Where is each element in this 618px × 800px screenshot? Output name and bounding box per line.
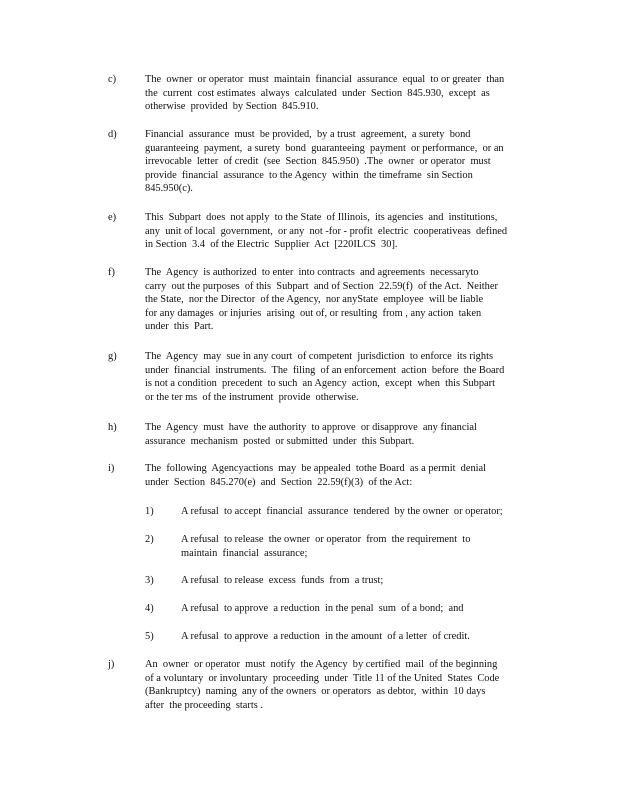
text-line: The following Agencyactions may be appealed tothe Board as a permit denial xyxy=(145,463,487,474)
text-line: the State, nor the Director of the Agency, nor anyState employee will be liable xyxy=(145,294,484,306)
text-line: Financial assurance must be provided, by a trust agreement, a surety bond xyxy=(145,129,471,140)
subitem-label: 4) xyxy=(145,603,154,614)
subitem-text xyxy=(181,602,541,616)
text-line: any unit of local government, or any not -for - profit electric cooperativeas defined xyxy=(145,225,508,237)
text-line: under Section 845.270(e) and Section 22.59(f)(3) of the Act: xyxy=(145,476,413,488)
text-line: 845.950(c). xyxy=(145,183,193,195)
paragraph-text xyxy=(145,421,543,448)
paragraph-label: h) xyxy=(108,422,117,433)
paragraph-text xyxy=(145,128,543,196)
paragraph-label: j) xyxy=(108,659,115,670)
paragraph-text xyxy=(145,73,543,114)
paragraph-label: f) xyxy=(108,267,115,278)
text-line: This Subpart does not apply to the State of Illinois, its agencies and institutions, xyxy=(145,212,498,223)
text-line: or the ter ms of the instrument provide otherwise. xyxy=(145,391,359,403)
paragraph-text xyxy=(145,211,543,252)
text-line: under this Part. xyxy=(145,321,214,333)
text-line: A refusal to accept financial assurance tendered by the owner or operator; xyxy=(181,506,503,517)
paragraph-label: i) xyxy=(108,463,115,474)
paragraph-label: g) xyxy=(108,351,117,362)
subitem-text xyxy=(181,505,541,519)
text-line: provide financial assurance to the Agency within the timeframe sin Section xyxy=(145,169,473,181)
subitem-text xyxy=(181,630,541,644)
text-line: The Agency may sue in any court of competent jurisdiction to enforce its rights xyxy=(145,351,493,362)
text-line: of a voluntary or involuntary proceeding under Title 11 of the United States Code xyxy=(145,672,500,684)
text-line: is not a condition precedent to such an Agency action, except when this Subpart xyxy=(145,378,496,390)
paragraph-text xyxy=(145,462,543,489)
text-line: An owner or operator must notify the Agency by certified mail of the beginning xyxy=(145,659,498,670)
text-line: A refusal to release the owner or operator from the requirement to xyxy=(181,534,471,545)
text-line: in Section 3.4 of the Electric Supplier Act [220ILCS 30]. xyxy=(145,239,398,251)
paragraph-label: d) xyxy=(108,129,117,140)
paragraph-label: c) xyxy=(108,74,117,85)
text-line: assurance mechanism posted or submitted under this Subpart. xyxy=(145,435,415,447)
text-line: carry out the purposes of this Subpart and of Section 22.59(f) of the Act. Neither xyxy=(145,280,498,292)
subitem-label: 1) xyxy=(145,506,154,517)
subitem-text xyxy=(181,574,541,588)
text-line: under financial instruments. The filing of an enforcement action before the Board xyxy=(145,364,505,376)
text-line: The Agency must have the authority to approve or disapprove any financial xyxy=(145,422,477,433)
text-line: A refusal to release excess funds from a trust; xyxy=(181,575,384,586)
text-line: A refusal to approve a reduction in the amount of a letter of credit. xyxy=(181,631,470,642)
text-line: for any damages or injuries arising out of, or resulting from , any action taken xyxy=(145,307,482,319)
text-line: guaranteeing payment, a surety bond guaranteeing payment or performance, or an xyxy=(145,142,504,154)
text-line: maintain financial assurance; xyxy=(181,547,308,559)
paragraph-text xyxy=(145,266,543,334)
subitem-label: 3) xyxy=(145,575,154,586)
subitem-label: 2) xyxy=(145,534,154,545)
subitem-label: 5) xyxy=(145,631,154,642)
text-line: (Bankruptcy) naming any of the owners or operators as debtor, within 10 days xyxy=(145,686,486,698)
paragraph-label: e) xyxy=(108,212,117,223)
paragraph-text xyxy=(145,658,543,712)
text-line: after the proceeding starts . xyxy=(145,699,264,711)
text-line: The owner or operator must maintain financial assurance equal to or greater than xyxy=(145,74,505,85)
text-line: A refusal to approve a reduction in the penal sum of a bond; and xyxy=(181,603,464,614)
text-line: otherwise provided by Section 845.910. xyxy=(145,101,319,113)
text-line: the current cost estimates always calculated under Section 845.930, except as xyxy=(145,87,490,99)
paragraph-text xyxy=(145,350,543,404)
text-line: The Agency is authorized to enter into contracts and agreements necessaryto xyxy=(145,267,479,278)
subitem-text xyxy=(181,533,541,560)
text-line: irrevocable letter of credit (see Section 845.950) .The owner or operator must xyxy=(145,156,491,168)
